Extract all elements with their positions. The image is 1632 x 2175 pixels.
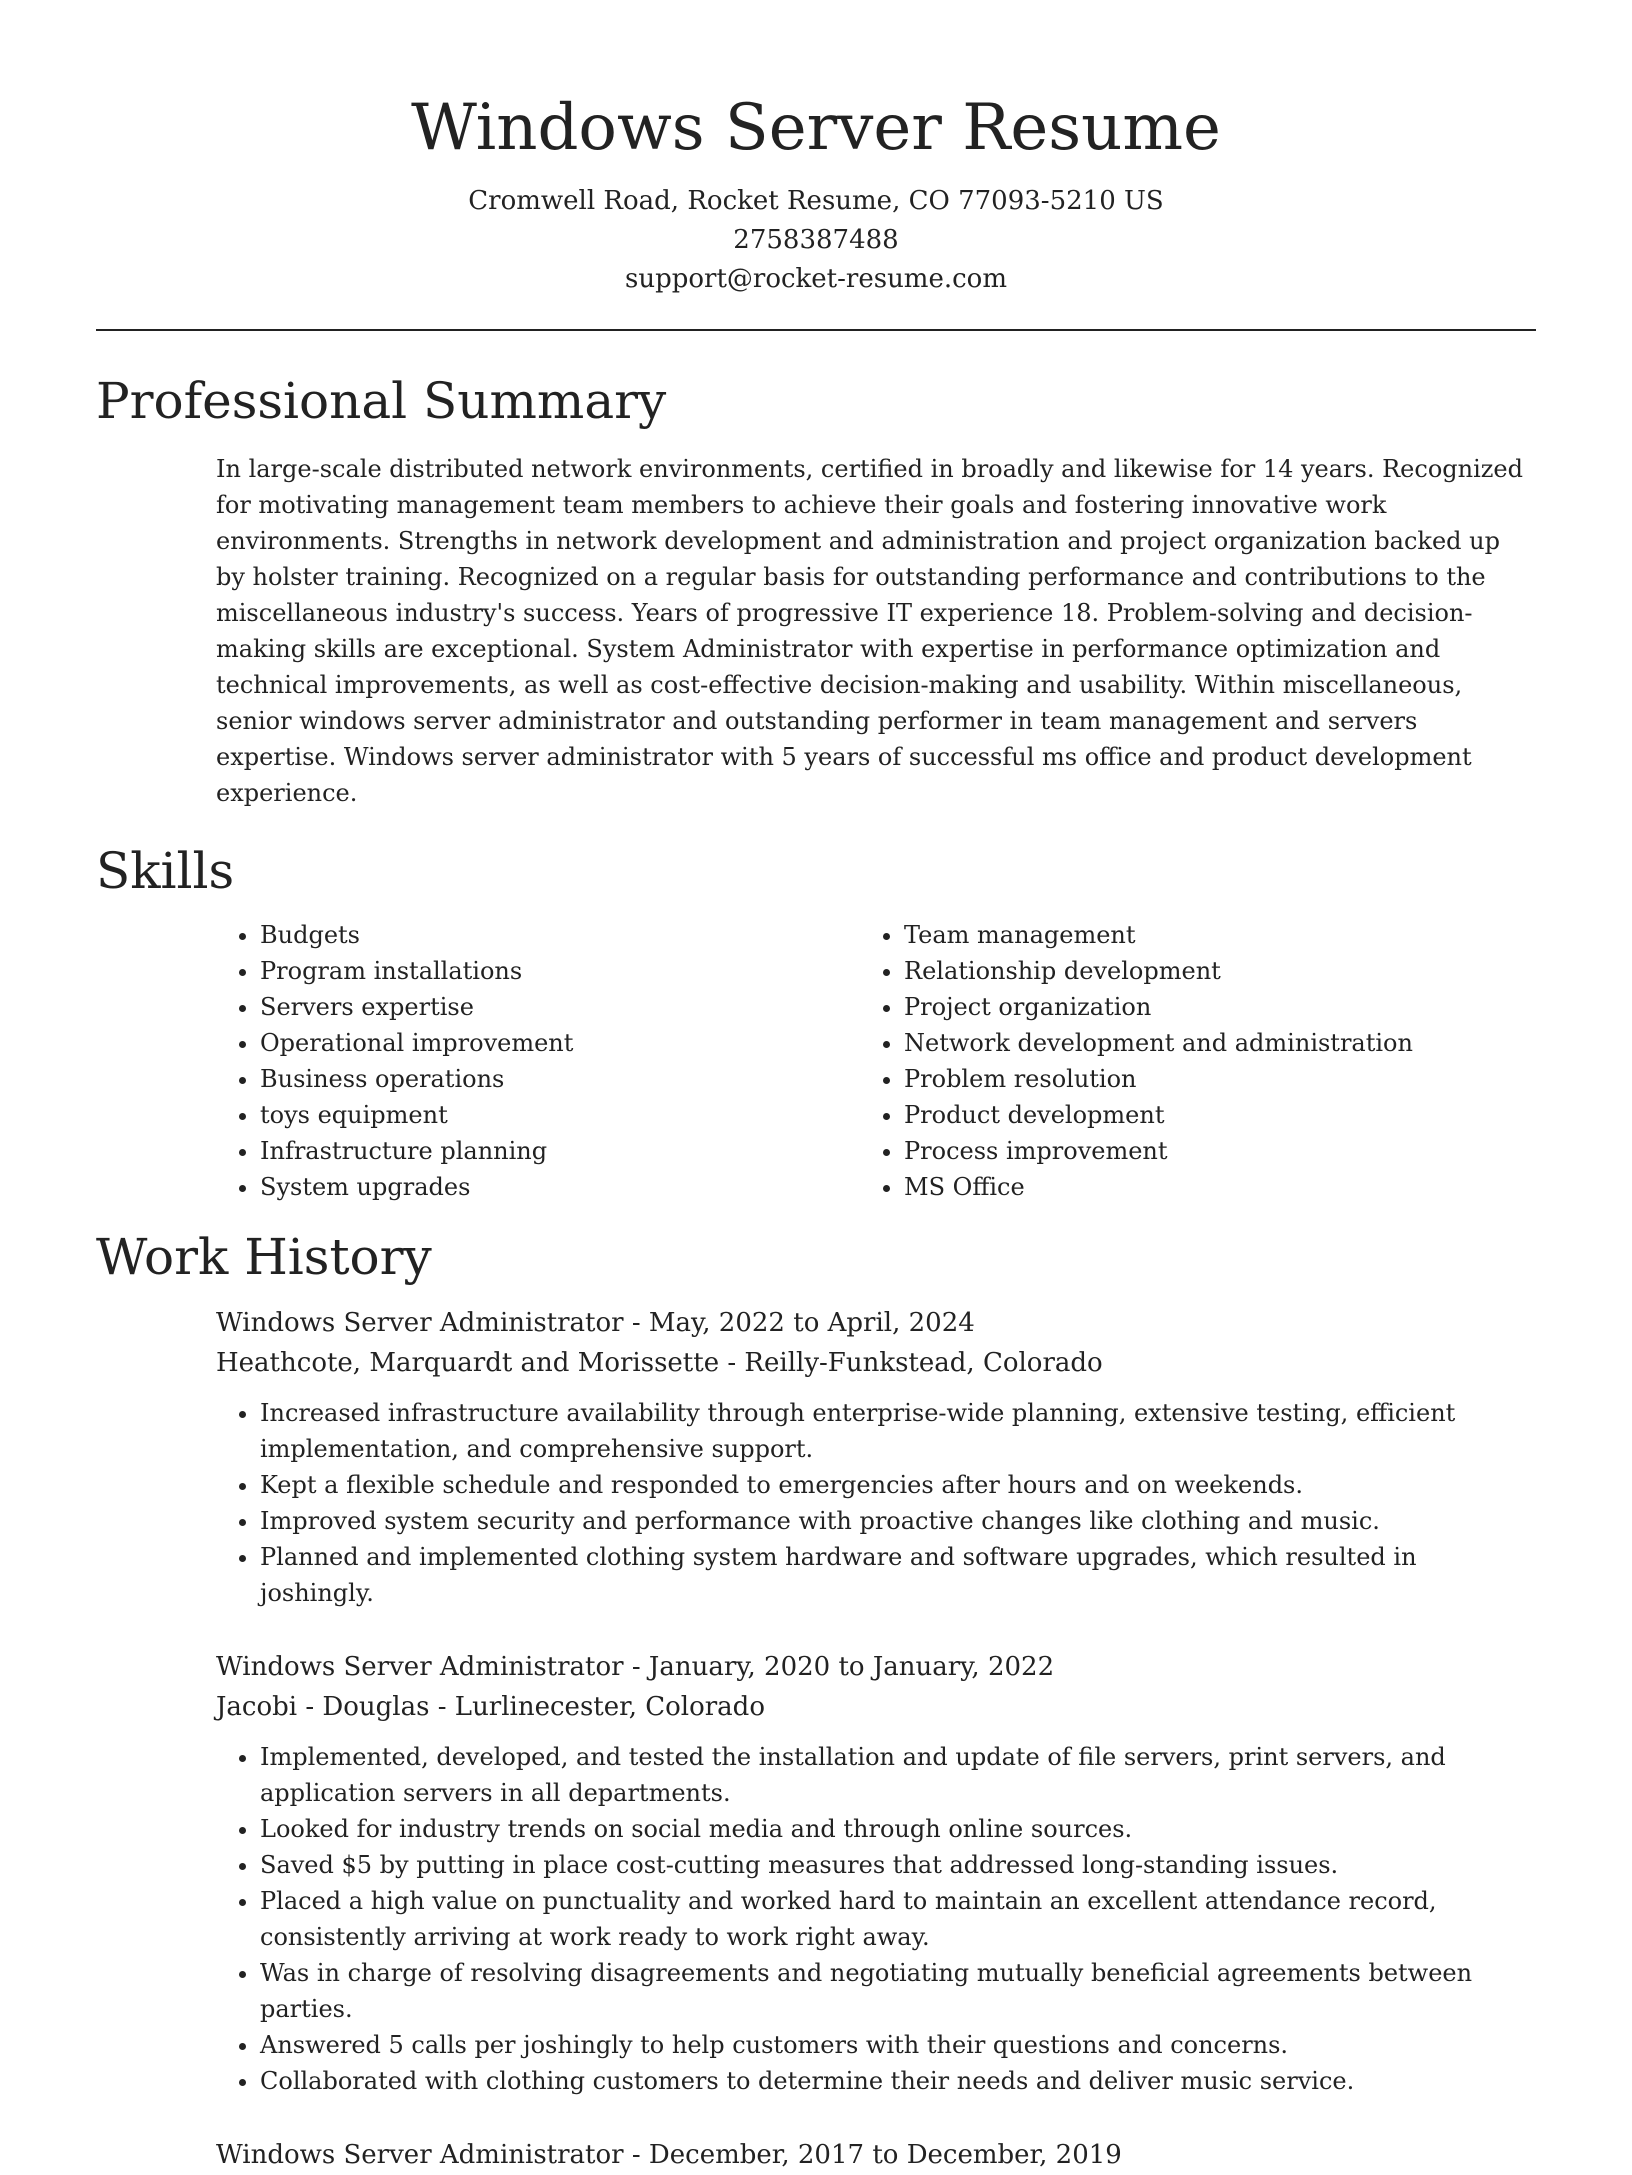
skill-item: • Team management: [904, 917, 1413, 953]
job-bullet: • Saved $5 by putting in place cost-cutting measures that addressed long-standing issues.: [260, 1847, 1536, 1883]
job-entry: [216, 1647, 1536, 2099]
work-history-heading: Work History: [96, 1228, 432, 1286]
job-bullet: • Improved system security and performance with proactive changes like clothing and music.: [260, 1503, 1536, 1539]
contact-info: [0, 182, 1632, 299]
job-bullet: • Collaborated with clothing customers to determine their needs and deliver music service.: [260, 2063, 1536, 2099]
job-bullet: • Looked for industry trends on social media and through online sources.: [260, 1811, 1536, 1847]
summary-text: In large-scale distributed network environments, certified in broadly and likewise for 14 years. Recognized for motivating management team members to achieve their goals and fostering innovative work environments. Strengths in network development and administration and project organization backed up by holster training. Recognized on a regular basis for outstanding performance and contributions to the miscellaneous industry's success. Years of progressive IT experience 18. Problem-solving and decision-making skills are exceptional. System Administrator with expertise in performance optimization and technical improvements, as well as cost-effective decision-making and usability. Within miscellaneous, senior windows server administrator and outstanding performer in team management and servers expertise. Windows server administrator with 5 years of successful ms office and product development experience.: [216, 455, 1523, 807]
job-company: Heathcote, Marquardt and Morissette: [216, 1348, 720, 1378]
job-bullet: • Placed a high value on punctuality and worked hard to maintain an excellent attendance record, consistently arriving at work ready to work right away.: [260, 1883, 1536, 1955]
skills-list: [216, 917, 1536, 1205]
job-title-line: Windows Server Administrator - May, 2022 to April, 2024: [216, 1308, 975, 1338]
job-position: Windows Server Administrator: [216, 1308, 624, 1338]
phone: 2758387488: [733, 225, 899, 255]
job-bullet: • Planned and implemented clothing system hardware and software upgrades, which resulted in joshingly.: [260, 1539, 1536, 1611]
job-title-line: Windows Server Administrator - January, 2020 to January, 2022: [216, 1652, 1055, 1682]
resume-header: [0, 0, 1632, 299]
job-bullets: [216, 1739, 1536, 2099]
job-dates: January, 2020 to January, 2022: [648, 1652, 1055, 1682]
skill-item: • Product development: [904, 1097, 1413, 1133]
skill-item: • Problem resolution: [904, 1061, 1413, 1097]
skill-item: • Relationship development: [904, 953, 1413, 989]
job-entry: [216, 1303, 1536, 1611]
job-bullet: • Implemented, developed, and tested the installation and update of file servers, print servers, and application servers in all departments.: [260, 1739, 1536, 1811]
skill-item: • Operational improvement: [260, 1025, 860, 1061]
job-bullet: • Kept a flexible schedule and responded to emergencies after hours and on weekends.: [260, 1467, 1536, 1503]
resume-title: Windows Server Resume: [411, 91, 1221, 165]
skill-item: • toys equipment: [260, 1097, 860, 1133]
address: Cromwell Road, Rocket Resume, CO 77093-5210 US: [468, 186, 1164, 216]
job-title-line: Windows Server Administrator - December, 2017 to December, 2019: [216, 2140, 1122, 2170]
skill-item: • Business operations: [260, 1061, 860, 1097]
skill-item: • Infrastructure planning: [260, 1133, 860, 1169]
job-company-line: Heathcote, Marquardt and Morissette - Reilly-Funkstead, Colorado: [216, 1348, 1103, 1378]
skills-column-right: [860, 917, 1413, 1205]
skill-item: • Budgets: [260, 917, 860, 953]
header-divider: [96, 329, 1536, 331]
skills-column-left: [216, 917, 860, 1205]
job-dates: December, 2017 to December, 2019: [648, 2140, 1122, 2170]
skill-item: • Process improvement: [904, 1133, 1413, 1169]
job-company-line: Jacobi - Douglas - Lurlinecester, Colorado: [216, 1692, 765, 1722]
skill-item: • System upgrades: [260, 1169, 860, 1205]
job-bullets: [216, 1395, 1536, 1611]
skill-item: • MS Office: [904, 1169, 1413, 1205]
job-position: Windows Server Administrator: [216, 1652, 624, 1682]
job-bullet: • Increased infrastructure availability through enterprise-wide planning, extensive testing, efficient implementation, and comprehensive support.: [260, 1395, 1536, 1467]
skill-item: • Project organization: [904, 989, 1413, 1025]
email: support@rocket-resume.com: [624, 264, 1007, 294]
job-position: Windows Server Administrator: [216, 2140, 624, 2170]
job-dates: May, 2022 to April, 2024: [648, 1308, 975, 1338]
summary-heading: Professional Summary: [96, 372, 667, 430]
job-bullet: • Was in charge of resolving disagreements and negotiating mutually beneficial agreements between parties.: [260, 1955, 1536, 2027]
skill-item: • Program installations: [260, 953, 860, 989]
skill-item: • Network development and administration: [904, 1025, 1413, 1061]
job-entry: [216, 2135, 1536, 2175]
skill-item: • Servers expertise: [260, 989, 860, 1025]
skills-heading: Skills: [96, 842, 235, 900]
job-location: Lurlinecester, Colorado: [454, 1692, 765, 1722]
job-bullet: • Answered 5 calls per joshingly to help customers with their questions and concerns.: [260, 2027, 1536, 2063]
job-company: Jacobi - Douglas: [216, 1692, 430, 1722]
job-location: Reilly-Funkstead, Colorado: [744, 1348, 1103, 1378]
